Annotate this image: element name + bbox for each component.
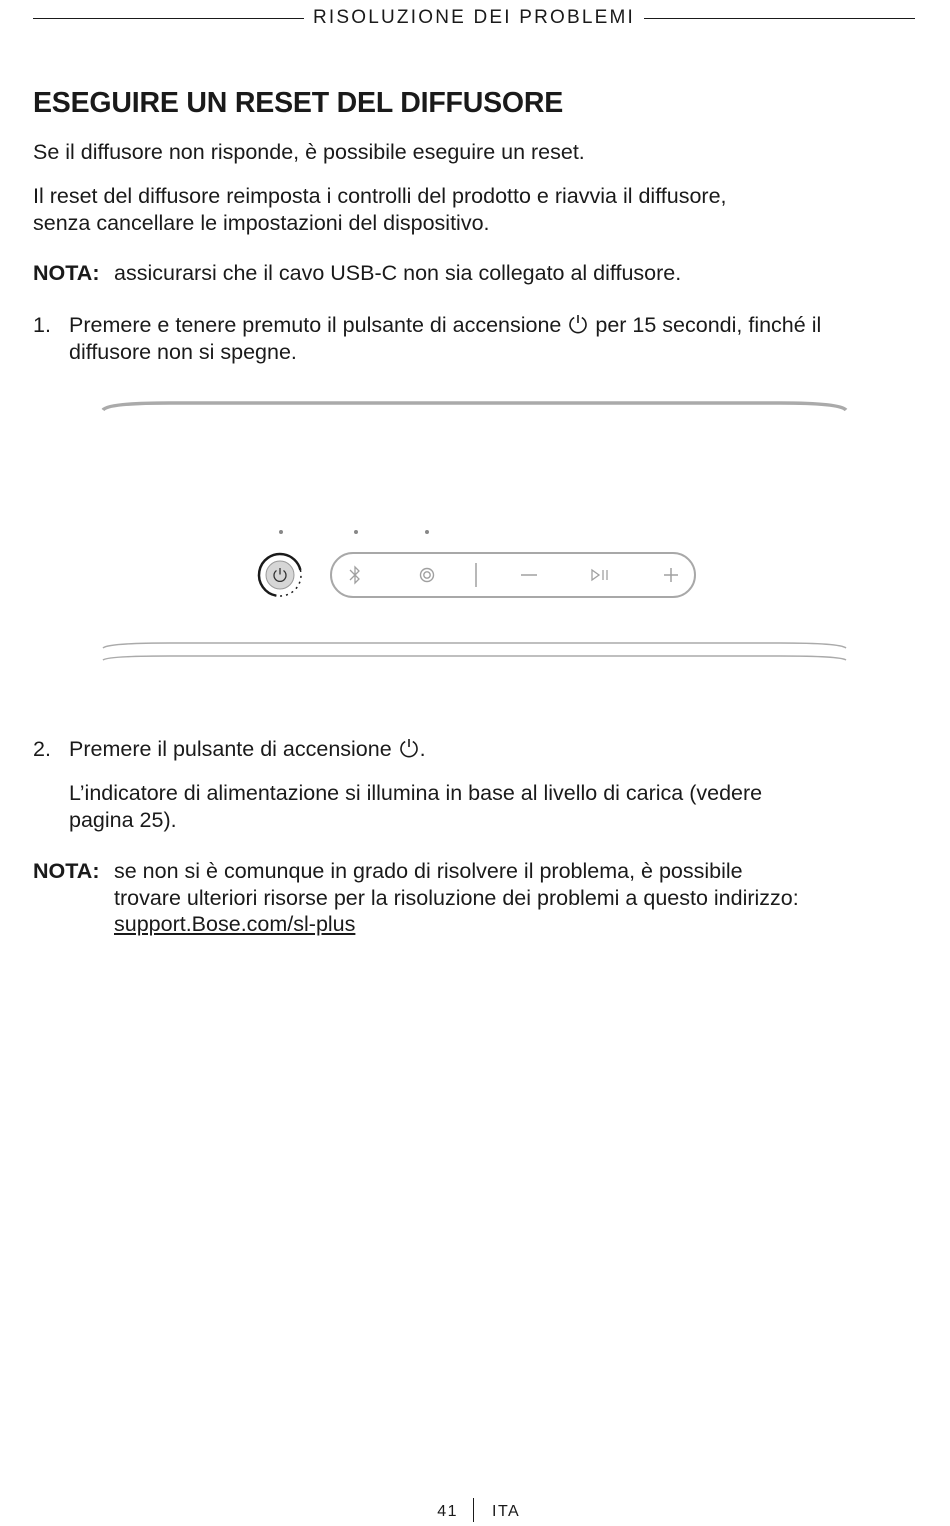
- step-text: [69, 312, 821, 339]
- step-text: [69, 736, 426, 763]
- section-label: RISOLUZIONE DEI PROBLEMI: [312, 7, 636, 28]
- step-1-text-part-2: per 15 secondi, finché il: [595, 313, 822, 337]
- indicator-light: [425, 530, 429, 534]
- step-2-text-part-1: Premere il pulsante di accensione: [69, 737, 392, 761]
- speaker-front-edge-upper: [103, 643, 846, 648]
- note-text-line-1: se non si è comunque in grado di risolvere il problema, è possibile: [114, 859, 743, 883]
- bluetooth-icon: [350, 567, 359, 583]
- control-bar: [331, 553, 695, 597]
- speaker-front-edge-lower: [103, 656, 846, 660]
- note-label: NOTA:: [33, 261, 100, 285]
- speaker-button-panel-illustration: [100, 395, 850, 670]
- step-2-detail-text: L’indicatore di alimentazione si illumina in base al livello di carica (vedere: [69, 781, 763, 805]
- note-label: NOTA:: [33, 859, 100, 883]
- intro-paragraph-2-line-2: senza cancellare le impostazioni del dispositivo.: [33, 211, 490, 235]
- page-footer: [0, 1498, 950, 1526]
- header-rule-left: [33, 18, 304, 19]
- note-text-line-2: trovare ulteriori risorse per la risoluzione dei problemi a questo indirizzo:: [114, 886, 799, 910]
- intro-paragraph-2-line-1: Il reset del diffusore reimposta i controlli del prodotto e riavvia il diffusore,: [33, 184, 727, 208]
- multifunction-icon: [421, 569, 434, 582]
- header-rule-right: [644, 18, 915, 19]
- indicator-light: [354, 530, 358, 534]
- section-header: [33, 6, 915, 30]
- step-1-text-part-1: Premere e tenere premuto il pulsante di accensione: [69, 313, 562, 337]
- volume-up-icon: [664, 568, 678, 582]
- note-text: assicurarsi che il cavo USB-C non sia collegato al diffusore.: [114, 261, 682, 285]
- support-link[interactable]: support.Bose.com/sl-plus: [114, 912, 356, 936]
- power-button-highlighted: [256, 551, 305, 600]
- page-title: ESEGUIRE UN RESET DEL DIFFUSORE: [33, 87, 564, 119]
- footer-separator: [473, 1498, 474, 1522]
- intro-paragraph-1: Se il diffusore non risponde, è possibile eseguire un reset.: [33, 140, 585, 164]
- power-icon: [567, 313, 589, 335]
- speaker-top-edge: [103, 403, 846, 410]
- language-code: ITA: [492, 1503, 521, 1520]
- page-number: 41: [437, 1503, 458, 1520]
- power-icon: [398, 737, 420, 759]
- step-number: 2.: [33, 737, 51, 761]
- indicator-light: [279, 530, 283, 534]
- step-2-detail-text: pagina 25).: [69, 808, 177, 832]
- step-number: 1.: [33, 313, 51, 337]
- step-2-text-part-2: .: [419, 737, 426, 761]
- step-1-line-2: diffusore non si spegne.: [69, 340, 297, 364]
- play-pause-icon: [592, 570, 607, 580]
